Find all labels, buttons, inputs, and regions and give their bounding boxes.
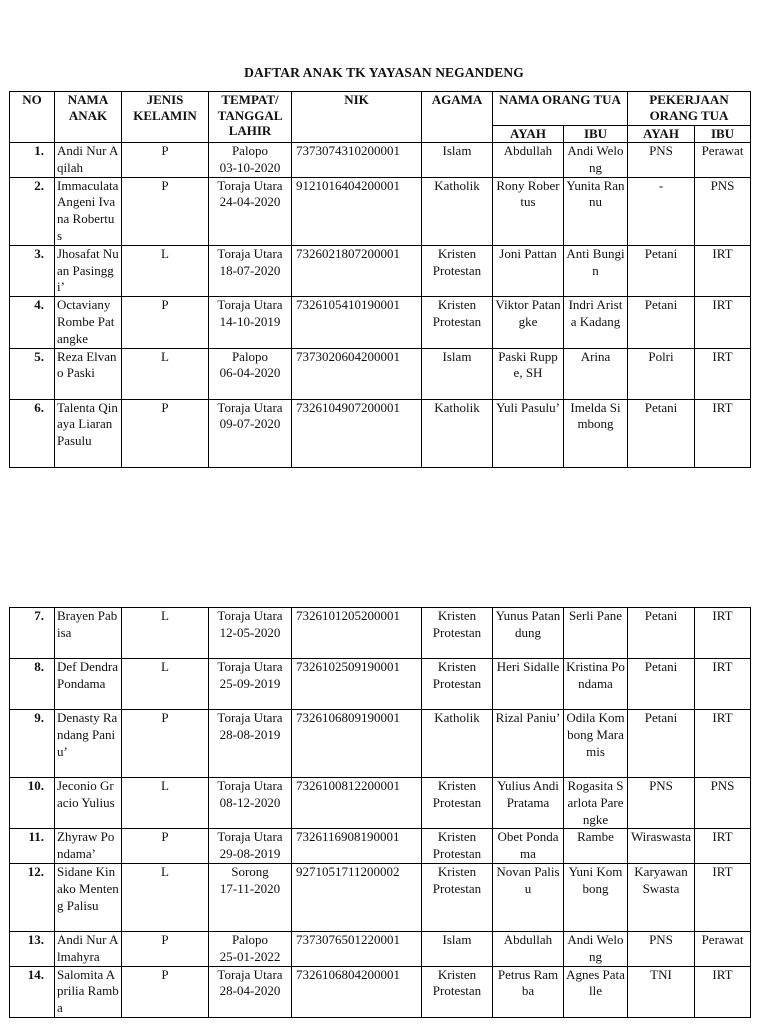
father-occupation: Petani	[628, 608, 695, 659]
child-name: Brayen Pabisa	[55, 608, 122, 659]
religion: Kristen Protestan	[422, 829, 493, 864]
children-table-page-1	[9, 91, 751, 468]
table-row	[10, 710, 751, 778]
religion: Kristen Protestan	[422, 778, 493, 829]
birth-date: 03-10-2020	[219, 159, 281, 175]
row-number: 5.	[10, 348, 55, 399]
gender: P	[122, 931, 209, 966]
gender: L	[122, 245, 209, 296]
father-occupation: Petani	[628, 245, 695, 296]
children-table-page-2	[9, 607, 751, 1018]
birth-place-date	[209, 863, 292, 931]
mother-name: Agnes Patalle	[564, 966, 628, 1017]
mother-name: Serli Pane	[564, 608, 628, 659]
row-number: 10.	[10, 778, 55, 829]
religion: Kristen Protestan	[422, 245, 493, 296]
father-name: Abdullah	[493, 143, 564, 178]
mother-occupation: IRT	[695, 710, 751, 778]
row-number: 4.	[10, 297, 55, 348]
mother-occupation: Perawat	[695, 143, 751, 178]
table-row	[10, 245, 751, 296]
child-name: Andi Nur Aqilah	[55, 143, 122, 178]
birth-place: Palopo	[231, 931, 269, 947]
row-number: 6.	[10, 399, 55, 467]
mother-occupation: IRT	[695, 863, 751, 931]
mother-occupation: IRT	[695, 245, 751, 296]
child-name: Salomita Aprilia Ramba	[55, 966, 122, 1017]
nik: 7326100812200001	[292, 778, 422, 829]
header-nik: NIK	[292, 92, 422, 143]
gender: L	[122, 863, 209, 931]
header-ibu: IBU	[564, 126, 628, 143]
father-occupation: Karyawan Swasta	[628, 863, 695, 931]
father-occupation: Polri	[628, 348, 695, 399]
father-name: Joni Pattan	[493, 245, 564, 296]
father-name: Abdullah	[493, 931, 564, 966]
father-name: Novan Palisu	[493, 863, 564, 931]
father-occupation: Petani	[628, 710, 695, 778]
nik: 7326106809190001	[292, 710, 422, 778]
table-row	[10, 931, 751, 966]
birth-place: Toraja Utara	[217, 829, 283, 845]
mother-occupation: PNS	[695, 177, 751, 245]
nik: 7326102509190001	[292, 659, 422, 710]
gender: L	[122, 659, 209, 710]
birth-place-date	[209, 297, 292, 348]
birth-place: Toraja Utara	[217, 245, 283, 261]
birth-place-date	[209, 348, 292, 399]
father-occupation: Wiraswasta	[628, 829, 695, 864]
gender: P	[122, 143, 209, 178]
gender: P	[122, 829, 209, 864]
child-name: Octaviany Rombe Patangke	[55, 297, 122, 348]
birth-place: Toraja Utara	[217, 659, 283, 674]
mother-name: Rogasita Sarlota Parengke	[564, 778, 628, 829]
birth-place: Toraja Utara	[217, 399, 283, 415]
mother-name: Andi Welong	[564, 931, 628, 966]
nik: 9121016404200001	[292, 177, 422, 245]
mother-occupation: PNS	[695, 778, 751, 829]
header-kerja-ayah: AYAH	[628, 126, 695, 143]
father-name: Rony Robertus	[493, 177, 564, 245]
header-ttl: TEMPAT/ TANGGAL LAHIR	[209, 92, 292, 143]
father-occupation: Petani	[628, 399, 695, 467]
row-number: 3.	[10, 245, 55, 296]
religion: Kristen Protestan	[422, 297, 493, 348]
nik: 9271051711200002	[292, 863, 422, 931]
birth-place-date	[209, 399, 292, 467]
birth-place: Sorong	[231, 863, 269, 879]
child-name: Reza Elvano Paski	[55, 348, 122, 399]
birth-date: 17-11-2020	[219, 880, 281, 896]
nik: 7326105410190001	[292, 297, 422, 348]
religion: Kristen Protestan	[422, 659, 493, 710]
father-name: Rizal Paniu’	[493, 710, 564, 778]
mother-occupation: IRT	[695, 348, 751, 399]
mother-name: Andi Welong	[564, 143, 628, 178]
nik: 7326104907200001	[292, 399, 422, 467]
row-number: 1.	[10, 143, 55, 178]
father-occupation: PNS	[628, 778, 695, 829]
row-number: 13.	[10, 931, 55, 966]
child-name: Sidane Kinako Menteng Palisu	[55, 863, 122, 931]
birth-date: 06-04-2020	[219, 365, 281, 381]
table-row	[10, 829, 751, 864]
religion: Kristen Protestan	[422, 608, 493, 659]
father-name: Obet Pondama	[493, 829, 564, 864]
birth-date: 28-08-2019	[219, 726, 281, 742]
birth-date: 28-04-2020	[219, 983, 281, 999]
father-name: Yuli Pasulu’	[493, 399, 564, 467]
mother-occupation: IRT	[695, 829, 751, 864]
nik: 7326021807200001	[292, 245, 422, 296]
header-nama-orang-tua: NAMA ORANG TUA	[493, 92, 628, 126]
father-name: Paski Ruppe, SH	[493, 348, 564, 399]
mother-name: Yunita Rannu	[564, 177, 628, 245]
birth-date: 29-08-2019	[219, 846, 281, 862]
birth-date: 25-01-2022	[219, 948, 281, 964]
header-kerja-ibu: IBU	[695, 126, 751, 143]
child-name: Talenta Qinaya Liaran Pasulu	[55, 399, 122, 467]
birth-place: Toraja Utara	[217, 177, 283, 193]
religion: Katholik	[422, 399, 493, 467]
religion: Kristen Protestan	[422, 863, 493, 931]
birth-date: 25-09-2019	[219, 675, 281, 691]
birth-place-date	[209, 143, 292, 178]
father-name: Viktor Patangke	[493, 297, 564, 348]
header-no: NO	[10, 92, 55, 143]
mother-name: Odila Kombong Maramis	[564, 710, 628, 778]
nik: 7373074310200001	[292, 143, 422, 178]
child-name: Jeconio Gracio Yulius	[55, 778, 122, 829]
birth-place-date	[209, 659, 292, 710]
mother-name: Anti Bungin	[564, 245, 628, 296]
father-name: Petrus Ramba	[493, 966, 564, 1017]
gender: P	[122, 297, 209, 348]
table-row	[10, 143, 751, 178]
birth-date: 12-05-2020	[219, 624, 281, 640]
religion: Katholik	[422, 710, 493, 778]
mother-occupation: IRT	[695, 659, 751, 710]
header-jenis-kelamin: JENIS KELAMIN	[122, 92, 209, 143]
mother-occupation: IRT	[695, 966, 751, 1017]
birth-place-date	[209, 710, 292, 778]
religion: Islam	[422, 143, 493, 178]
religion: Islam	[422, 931, 493, 966]
gender: P	[122, 966, 209, 1017]
mother-occupation: Perawat	[695, 931, 751, 966]
religion: Islam	[422, 348, 493, 399]
gender: L	[122, 348, 209, 399]
table-row	[10, 177, 751, 245]
mother-name: Rambe	[564, 829, 628, 864]
mother-occupation: IRT	[695, 608, 751, 659]
child-name: Def Dendra Pondama	[55, 659, 122, 710]
header-ayah: AYAH	[493, 126, 564, 143]
row-number: 12.	[10, 863, 55, 931]
child-name: Andi Nur Almahyra	[55, 931, 122, 966]
birth-place: Toraja Utara	[217, 710, 283, 725]
birth-place-date	[209, 931, 292, 966]
gender: P	[122, 399, 209, 467]
child-name: Zhyraw Pondama’	[55, 829, 122, 864]
header-pekerjaan-orang-tua: PEKERJAAN ORANG TUA	[628, 92, 751, 126]
birth-place-date	[209, 966, 292, 1017]
table-row	[10, 659, 751, 710]
religion: Kristen Protestan	[422, 966, 493, 1017]
religion: Katholik	[422, 177, 493, 245]
child-name: Jhosafat Nuan Pasinggi’	[55, 245, 122, 296]
birth-date: 18-07-2020	[219, 262, 281, 278]
row-number: 7.	[10, 608, 55, 659]
document-title: DAFTAR ANAK TK YAYASAN NEGANDENG	[244, 65, 524, 80]
birth-place: Toraja Utara	[217, 608, 283, 623]
gender: P	[122, 177, 209, 245]
birth-date: 09-07-2020	[219, 416, 281, 432]
nik: 7373020604200001	[292, 348, 422, 399]
father-occupation: Petani	[628, 659, 695, 710]
father-name: Yulius Andi Pratama	[493, 778, 564, 829]
header-nama-anak: NAMA ANAK	[55, 92, 122, 143]
mother-name: Yuni Kombong	[564, 863, 628, 931]
mother-name: Kristina Pondama	[564, 659, 628, 710]
father-occupation: -	[628, 177, 695, 245]
table-row	[10, 966, 751, 1017]
table-row	[10, 778, 751, 829]
nik: 7373076501220001	[292, 931, 422, 966]
row-number: 11.	[10, 829, 55, 864]
birth-place-date	[209, 177, 292, 245]
birth-place: Palopo	[231, 143, 269, 158]
father-occupation: Petani	[628, 297, 695, 348]
father-occupation: TNI	[628, 966, 695, 1017]
mother-name: Indri Arista Kadang	[564, 297, 628, 348]
birth-place: Toraja Utara	[217, 966, 283, 982]
birth-date: 08-12-2020	[219, 794, 281, 810]
row-number: 14.	[10, 966, 55, 1017]
mother-occupation: IRT	[695, 399, 751, 467]
child-name: Denasty Randang Paniu’	[55, 710, 122, 778]
birth-place: Palopo	[231, 348, 269, 364]
gender: P	[122, 710, 209, 778]
birth-place-date	[209, 778, 292, 829]
nik: 7326106804200001	[292, 966, 422, 1017]
nik: 7326101205200001	[292, 608, 422, 659]
mother-name: Arina	[564, 348, 628, 399]
birth-date: 14-10-2019	[219, 313, 281, 329]
table-row	[10, 399, 751, 467]
child-name: Immaculata Angeni Ivana Robertus	[55, 177, 122, 245]
birth-place: Toraja Utara	[217, 778, 283, 793]
row-number: 8.	[10, 659, 55, 710]
birth-place-date	[209, 608, 292, 659]
birth-date: 24-04-2020	[219, 194, 281, 210]
table-row	[10, 608, 751, 659]
row-number: 2.	[10, 177, 55, 245]
father-occupation: PNS	[628, 143, 695, 178]
father-name: Yunus Patandung	[493, 608, 564, 659]
birth-place-date	[209, 829, 292, 864]
father-name: Heri Sidalle	[493, 659, 564, 710]
gender: L	[122, 778, 209, 829]
birth-place-date	[209, 245, 292, 296]
father-occupation: PNS	[628, 931, 695, 966]
mother-occupation: IRT	[695, 297, 751, 348]
table-row	[10, 348, 751, 399]
header-agama: AGAMA	[422, 92, 493, 143]
table-row	[10, 863, 751, 931]
gender: L	[122, 608, 209, 659]
birth-place: Toraja Utara	[217, 297, 283, 313]
nik: 7326116908190001	[292, 829, 422, 864]
mother-name: Imelda Simbong	[564, 399, 628, 467]
row-number: 9.	[10, 710, 55, 778]
table-row	[10, 297, 751, 348]
